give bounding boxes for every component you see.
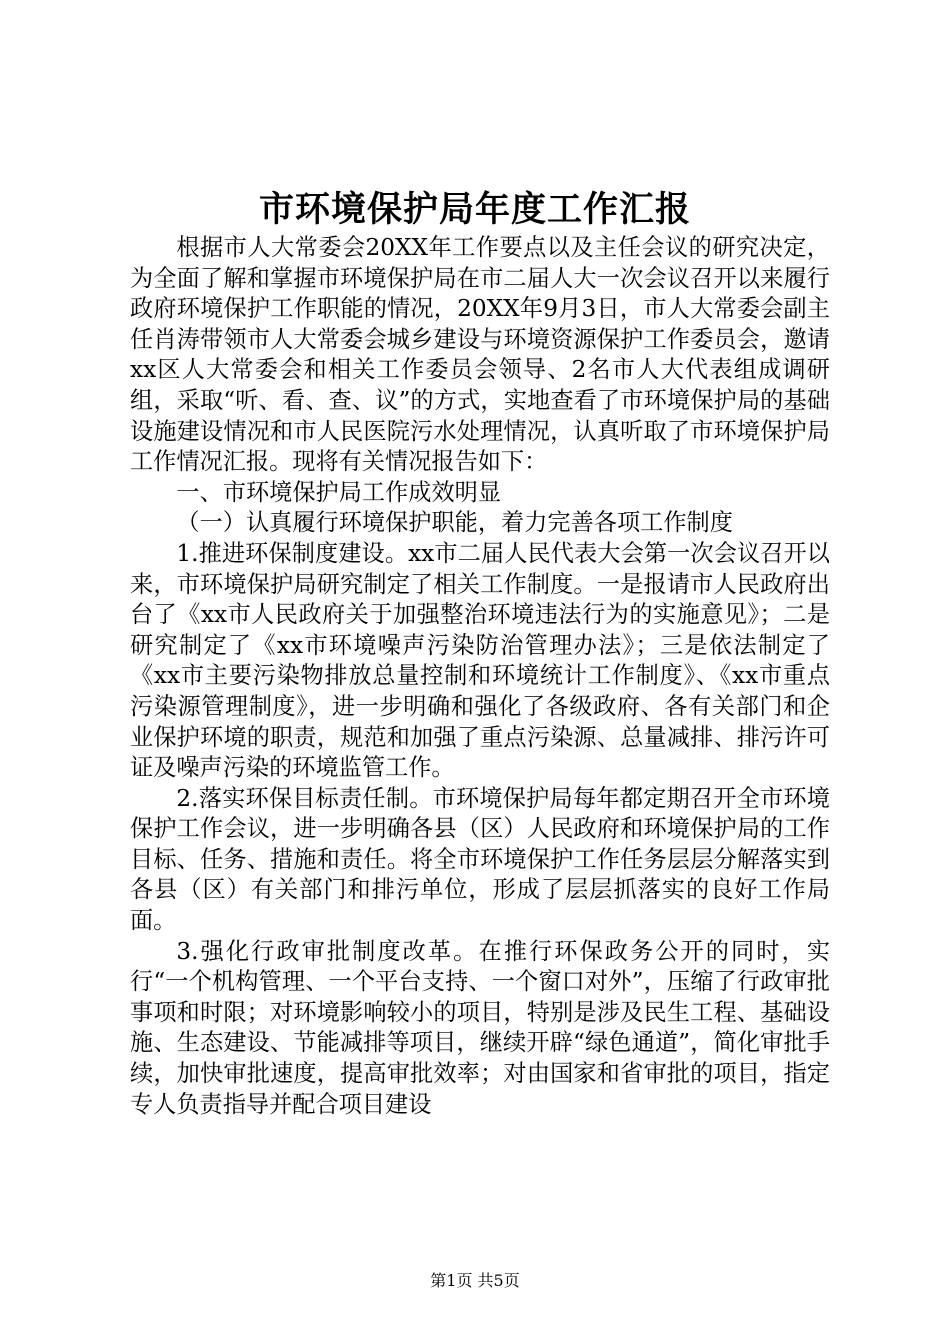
subsection-heading-1: （一）认真履行环境保护职能，着力完善各项工作制度	[176, 509, 733, 537]
section-heading-1: 一、市环境保护局工作成效明显	[176, 478, 502, 506]
document-body	[130, 233, 830, 1120]
paragraph-item-3: 3.强化行政审批制度改革。在推行环保政务公开的同时，实行“一个机构管理、一个平台支持、一个窗口对外”，压缩了行政审批事项和时限；对环境影响较小的项目，特别是涉及民生工程、基础设施、生态建设、节能减排等项目，继续开辟“绿色通道”，简化审批手续，加快审批速度，提高审批效率；对由国家和省审批的项目，指定专人负责指导并配合项目建设	[130, 937, 830, 1118]
paragraph-item-2: 2.落实环保目标责任制。市环境保护局每年都定期召开全市环境保护工作会议，进一步明确各县（区）人民政府和环境保护局的工作目标、任务、措施和责任。将全市环境保护工作任务层层分解落实到各县（区）有关部门和排污单位，形成了层层抓落实的良好工作局面。	[130, 784, 830, 935]
page-number-footer: 第1页 共5页	[430, 1271, 520, 1290]
paragraph-item-1: 1.推进环保制度建设。xx市二届人民代表大会第一次会议召开以来，市环境保护局研究制定了相关工作制度。一是报请市人民政府出台了《xx市人民政府关于加强整治环境违法行为的实施意见》；二是研究制定了《xx市环境噪声污染防治管理办法》；三是依法制定了《xx市主要污染物排放总量控制和环境统计工作制度》、《xx市重点污染源管理制度》，进一步明确和强化了各级政府、各有关部门和企业保护环境的职责，规范和加强了重点污染源、总量减排、排污许可证及噪声污染的环境监管工作。	[130, 539, 830, 782]
document-title: 市环境保护局年度工作汇报	[258, 189, 691, 230]
paragraph-intro: 根据市人大常委会20XX年工作要点以及主任会议的研究决定，为全面了解和掌握市环境保护局在市二届人大一次会议召开以来履行政府环境保护工作职能的情况，20XX年9月3日，市人大常委会副主任肖涛带领市人大常委会城乡建设与环境资源保护工作委员会，邀请xx区人大常委会和相关工作委员会领导、2名市人大代表组成调研组，采取“听、看、查、议”的方式，实地查看了市环境保护局的基础设施建设情况和市人民医院污水处理情况，认真听取了市环境保护局工作情况汇报。现将有关情况报告如下：	[130, 234, 830, 476]
